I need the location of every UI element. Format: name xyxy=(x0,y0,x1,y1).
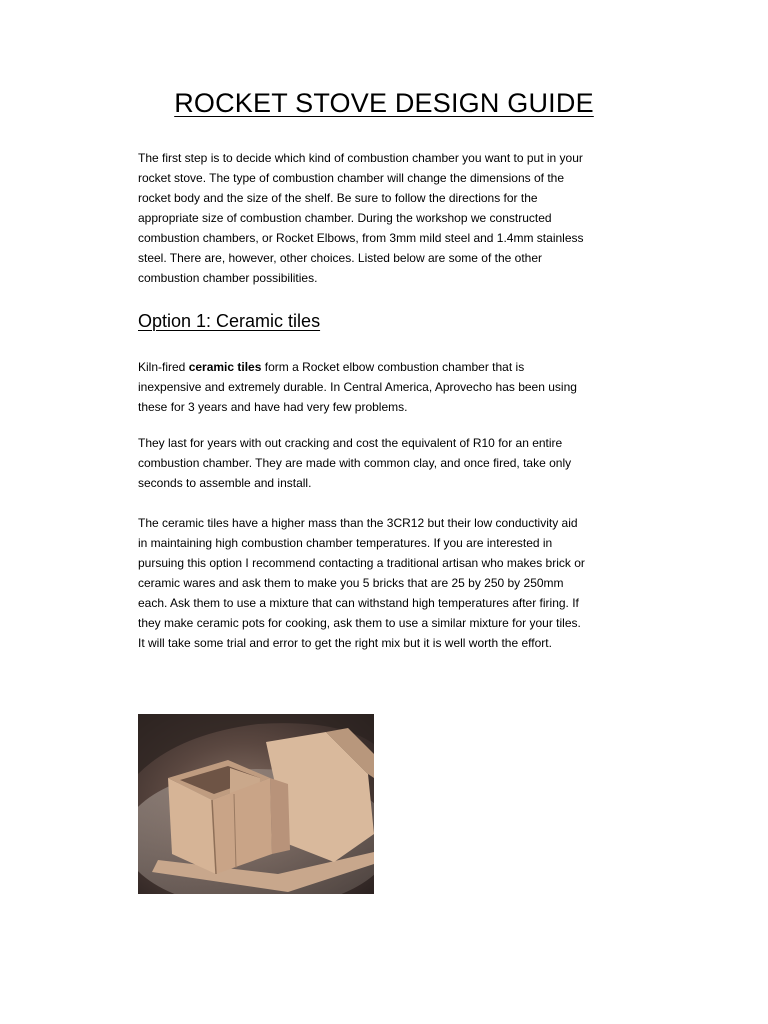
paragraph-line xyxy=(138,357,638,377)
paragraph-line: The ceramic tiles have a higher mass than the 3CR12 but their low conductivity aid xyxy=(138,516,578,530)
intro-line: The first step is to decide which kind of combustion chamber you want to put in your xyxy=(138,151,583,165)
paragraph-line: inexpensive and extremely durable. In Central America, Aprovecho has been using xyxy=(138,380,577,394)
paragraph-line: in maintaining high combustion chamber temperatures. If you are interested in xyxy=(138,536,553,550)
intro-line: rocket body and the size of the shelf. Be sure to follow the directions for the xyxy=(138,191,538,205)
ceramic-chamber-illustration xyxy=(138,714,374,894)
option-heading: Option 1: Ceramic tiles xyxy=(138,311,321,331)
intro-line: steel. There are, however, other choices. Listed below are some of the other xyxy=(138,251,543,265)
paragraph-line: pursuing this option I recommend contacting a traditional artisan who makes brick or xyxy=(138,556,585,570)
side-tile xyxy=(270,778,290,854)
intro-line: rocket stove. The type of combustion chamber will change the dimensions of the xyxy=(138,171,565,185)
paragraph-line: combustion chamber. They are made with common clay, and once fired, take only xyxy=(138,456,572,470)
paragraph-line: They last for years with out cracking and cost the equivalent of R10 for an entire xyxy=(138,436,563,450)
paragraph-line: they make ceramic pots for cooking, ask them to use a similar mixture for your tiles. xyxy=(138,616,581,630)
document-title: ROCKET STOVE DESIGN GUIDE xyxy=(174,88,594,118)
intro-line: appropriate size of combustion chamber. During the workshop we constructed xyxy=(138,211,552,225)
intro-line: combustion chamber possibilities. xyxy=(138,271,318,285)
ceramic-tiles-paragraph xyxy=(138,357,638,417)
intro-paragraph xyxy=(138,148,638,288)
paragraph-line: It will take some trial and error to get the right mix but it is well worth the effort. xyxy=(138,636,552,650)
paragraph-line: these for 3 years and have had very few problems. xyxy=(138,400,408,414)
intro-line: combustion chambers, or Rocket Elbows, from 3mm mild steel and 1.4mm stainless xyxy=(138,231,584,245)
paragraph-line: each. Ask them to use a mixture that can withstand high temperatures after firing. If xyxy=(138,596,579,610)
durability-paragraph xyxy=(138,433,638,493)
paragraph-line: ceramic wares and ask them to make you 5 bricks that are 25 by 250 by 250mm xyxy=(138,576,564,590)
text-run: form a Rocket elbow combustion chamber that is xyxy=(261,360,525,374)
text-run: Kiln-fired xyxy=(138,360,189,374)
artisan-paragraph xyxy=(138,513,638,653)
bold-term: ceramic tiles xyxy=(188,360,262,374)
paragraph-line: seconds to assemble and install. xyxy=(138,476,312,490)
ceramic-chamber-photo xyxy=(138,714,374,894)
